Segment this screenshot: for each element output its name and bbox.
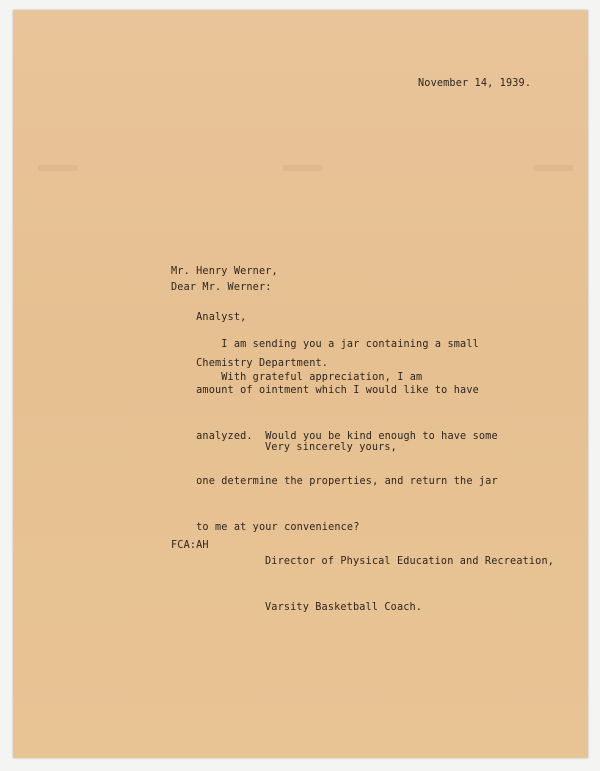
faint-bleedthrough-mark (533, 165, 573, 171)
body-line: analyzed. Would you be kind enough to have some (171, 430, 498, 442)
recipient-line: Analyst, (171, 312, 247, 324)
signature-title-line: Director of Physical Education and Recreation, (265, 556, 555, 568)
letter-sheet (13, 10, 588, 758)
signature-title-line: Varsity Basketball Coach. (265, 602, 423, 614)
body-line: to me at your convenience? (171, 521, 360, 533)
reference-initials: FCA:AH (171, 540, 209, 551)
recipient-line: Mr. Henry Werner, (171, 266, 278, 278)
body-line: amount of ointment which I would like to have (171, 385, 479, 397)
faint-bleedthrough-mark (283, 165, 323, 171)
recipient-line: Chemistry Department. (171, 357, 329, 369)
letter-date: November 14, 1939. (418, 78, 532, 89)
body-line: I am sending you a jar containing a small (171, 339, 479, 351)
faint-bleedthrough-mark (38, 165, 78, 171)
signature-block (265, 524, 554, 646)
body-line: one determine the properties, and return the jar (171, 476, 498, 488)
closing-line: With grateful appreciation, I am (171, 372, 423, 383)
salutation: Dear Mr. Werner: (171, 282, 272, 293)
valediction: Very sincerely yours, (265, 442, 397, 453)
